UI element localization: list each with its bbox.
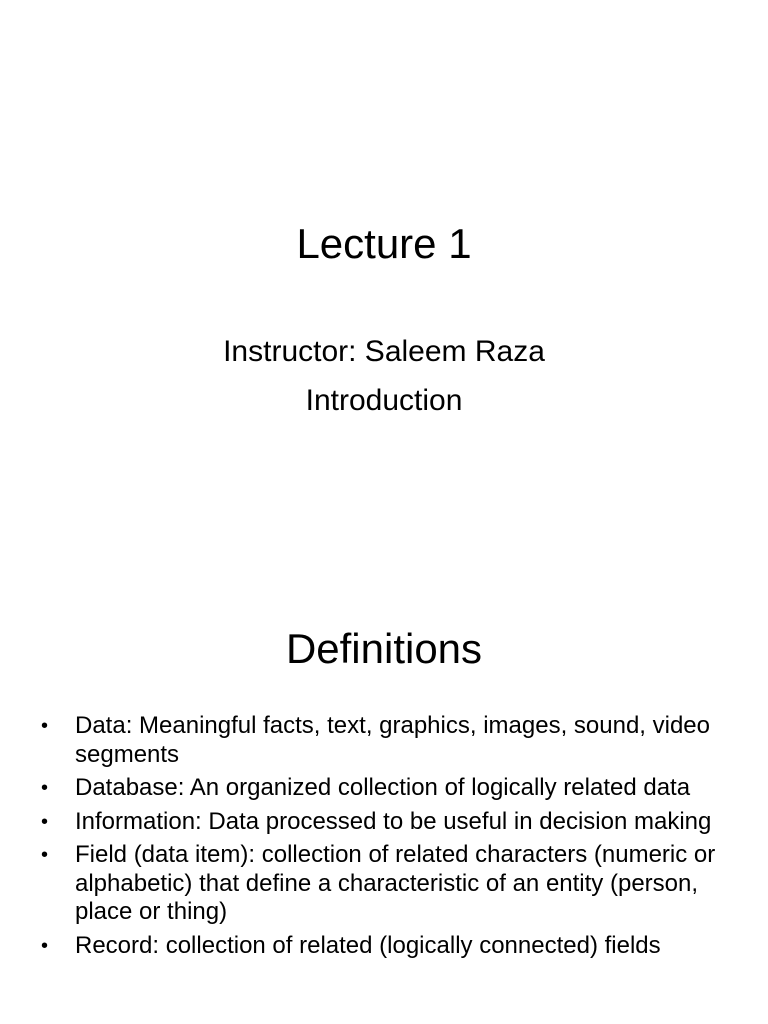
definition-text: Record: collection of related (logically connected) fields	[75, 931, 661, 959]
definition-text: Database: An organized collection of logically related data	[75, 774, 691, 801]
list-item	[0, 841, 768, 927]
definition-text: Data: Meaningful facts, text, graphics, images, sound, video segments	[75, 712, 711, 768]
definition-text: Field (data item): collection of related characters (numeric or alphabetic) that define a characteristic of an entity (person, place or thing)	[75, 841, 716, 925]
list-item	[0, 808, 768, 837]
bullet-icon: •	[41, 844, 49, 866]
bullet-icon: •	[41, 715, 49, 737]
list-item	[0, 712, 768, 769]
slide-definitions	[0, 576, 768, 1024]
slide-title: Lecture 1	[296, 220, 472, 267]
definition-text: Information: Data processed to be useful in decision making	[75, 807, 712, 835]
instructor-line: Instructor: Saleem Raza	[223, 335, 545, 368]
list-item	[0, 932, 768, 961]
list-item	[0, 774, 768, 803]
bullet-icon: •	[41, 810, 49, 833]
bullet-icon: •	[41, 934, 49, 957]
topic-line: Introduction	[305, 384, 463, 417]
definitions-list	[0, 712, 768, 965]
slide-title: Definitions	[285, 625, 483, 672]
bullet-icon: •	[41, 777, 49, 799]
